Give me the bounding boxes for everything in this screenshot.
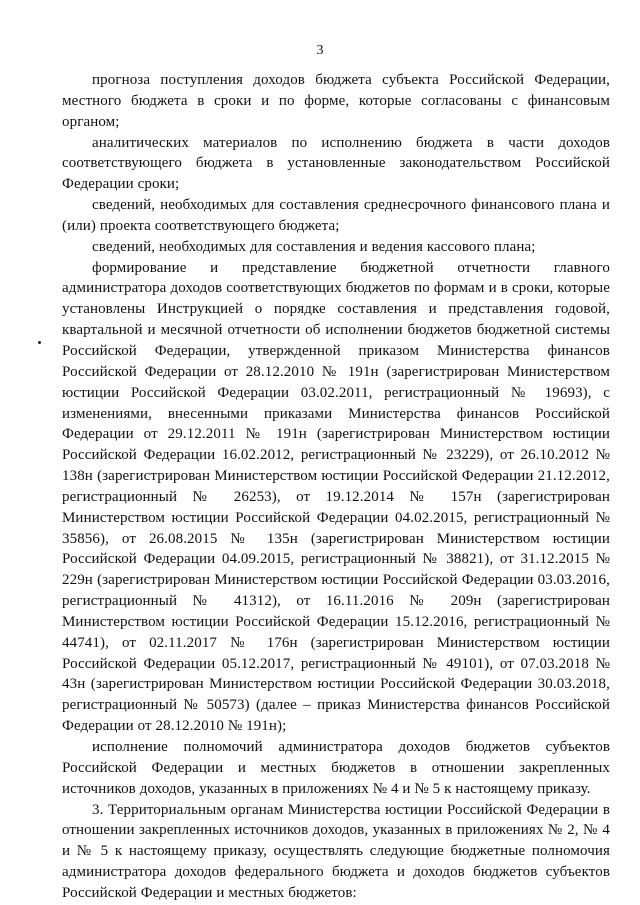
paragraph-administrator-powers: исполнение полномочий администратора доходов бюджетов субъектов Российской Федерации и местных бюджетов в отношении закрепленных источников доходов, указанных в приложениях № 4 и № 5 к настоящему приказу.	[62, 739, 610, 797]
paragraph-section-3: 3. Территориальным органам Министерства юстиции Российской Федерации в отношении закрепленных источников доходов, указанных в приложениях № 2, № 4 и № 5 к настоящему приказу, осуществлять следующие бюджетные полномочия администратора доходов федерального бюджета и доходов бюджетов субъектов Российской Федерации и местных бюджетов:	[62, 801, 610, 901]
paragraph-analytical-materials: аналитических материалов по исполнению бюджета в части доходов соответствующего бюджета в установленные законодательством Российской Федерации сроки;	[62, 134, 610, 193]
document-body	[62, 70, 610, 904]
scan-mark	[38, 341, 41, 344]
page-number: 3	[316, 43, 324, 58]
paragraph-cash-plan-info: сведений, необходимых для составления и ведения кассового плана;	[92, 238, 536, 255]
paragraph-budget-reporting: формирование и представление бюджетной отчетности главного администратора доходов соответствующих бюджетов по формам и в сроки, которые установлены Инструкцией о порядке составления и представления годовой, квартальной и месячной отчетности об исполнении бюджетов бюджетной системы Российской Федерации, утвержденной приказом Министерства финансов Российской Федерации от 28.12.2010 № 191н (зарегистрирован Министерством юстиции Российской Федерации 03.02.2011, регистрационный № 19693), с изменениями, внесенными приказами Министерства финансов Российской Федерации от 29.12.2011 № 191н (зарегистрирован Министерством юстиции Российской Федерации 16.02.2012, регистрационный № 23229), от 26.10.2012 № 138н (зарегистрирован Министерством юстиции Российской Федерации 21.12.2012, регистрационный № 26253), от 19.12.2014 № 157н (зарегистрирован Министерством юстиции Российской Федерации 04.02.2015, регистрационный № 35856), от 26.08.2015 № 135н (зарегистрирован Министерством юстиции Российской Федерации 04.09.2015, регистрационный № 38821), от 31.12.2015 № 229н (зарегистрирован Министерством юстиции Российской Федерации 03.03.2016, регистрационный № 41312), от 16.11.2016 № 209н (зарегистрирован Министерством юстиции Российской Федерации 15.12.2016, регистрационный № 44741), от 02.11.2017 № 176н (зарегистрирован Министерством юстиции Российской Федерации 05.12.2017, регистрационный № 49101), от 07.03.2018 № 43н (зарегистрирован Министерством юстиции Российской Федерации 30.03.2018, регистрационный № 50573) (далее – приказ Министерства финансов Российской Федерации от 28.12.2010 № 191н);	[62, 259, 610, 735]
paragraph-financial-plan-info: сведений, необходимых для составления среднесрочного финансового плана и (или) проекта соответствующего бюджета;	[62, 197, 610, 234]
paragraph-revenue-forecast: прогноза поступления доходов бюджета субъекта Российской Федерации, местного бюджета в сроки и по форме, которые согласованы с финансовым органом;	[62, 72, 610, 130]
